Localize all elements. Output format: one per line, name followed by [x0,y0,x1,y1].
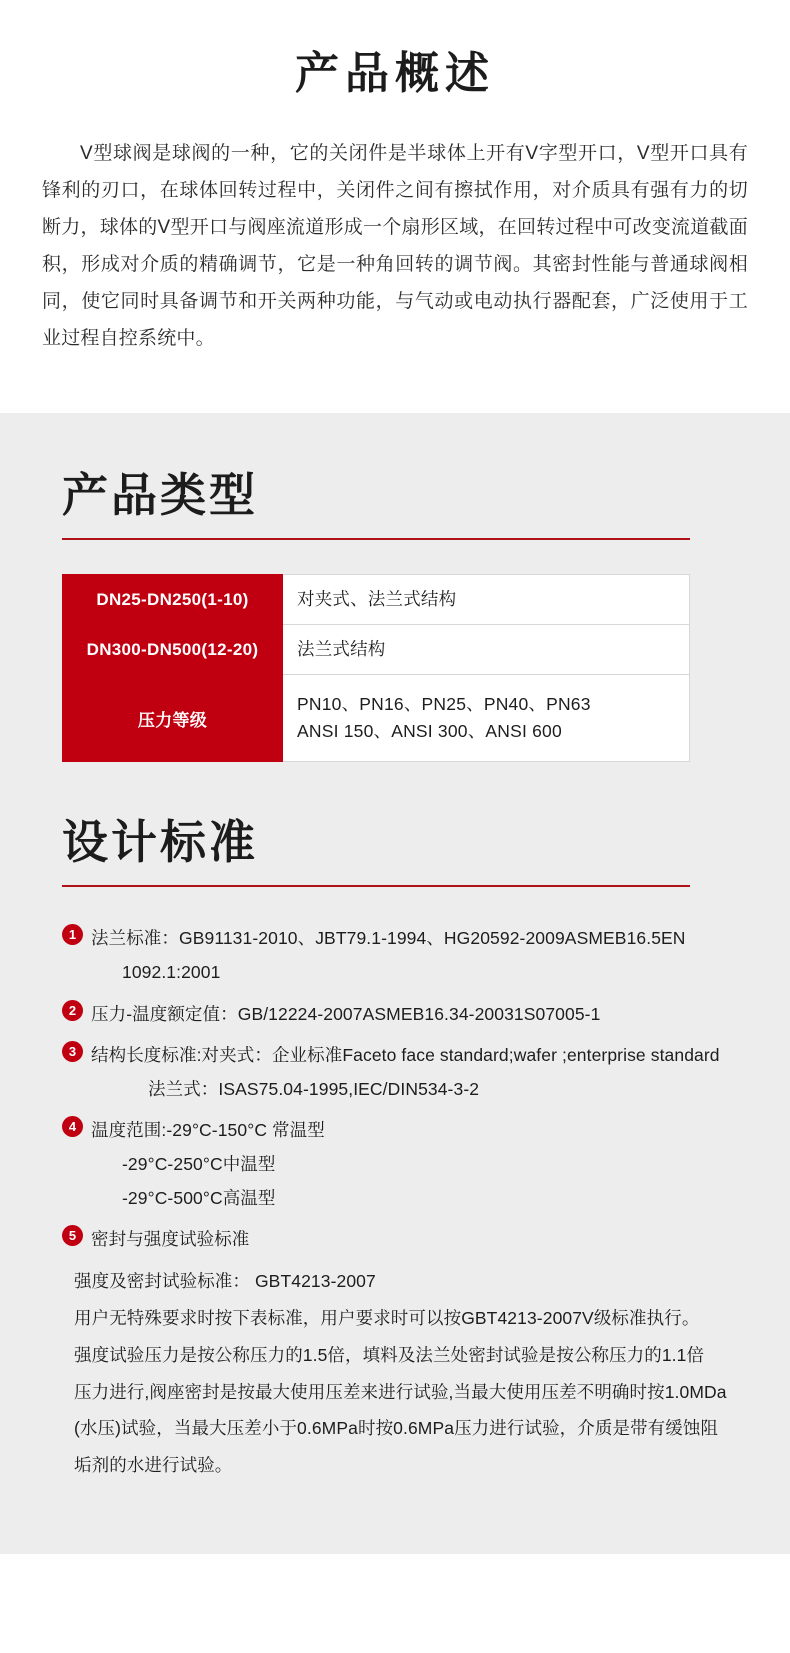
number-badge-icon: 5 [62,1225,83,1246]
paragraph-line: 垢剂的水进行试验。 [74,1455,233,1476]
paragraph-line: 用户无特殊要求时按下表标准，用户要求时可以按GBT4213-2007V级标准执行。 [74,1308,700,1329]
table-cell-key: DN300-DN500(12-20) [63,625,283,675]
overview-section [0,0,790,413]
number-badge-icon: 1 [62,924,83,945]
list-item [62,1113,728,1215]
table-cell-key: 压力等级 [63,675,283,762]
list-item-subline: -29°C-250°C中温型 [122,1154,276,1175]
list-item [62,1038,728,1106]
specs-inner [62,469,728,1484]
table-row [63,625,690,675]
list-item-label: 温度范围:-29°C-150°C 常温型 [91,1119,325,1140]
number-badge-icon: 4 [62,1116,83,1137]
table-row [63,574,690,624]
number-badge-icon: 3 [62,1041,83,1062]
page-title: 产品概述 [295,49,495,98]
paragraph-line: 强度试验压力是按公称压力的1.5倍，填料及法兰处密封试验是按公称压力的1.1倍 [74,1344,705,1365]
list-item-label: 压力-温度额定值：GB/12224-2007ASMEB16.34-20031S07005-1 [91,1003,601,1024]
paragraph-line: (水压)试验，当最大压差小于0.6MPa时按0.6MPa压力进行试验，介质是带有缓蚀阻 [74,1418,719,1439]
design-standard-divider [62,885,690,887]
overview-paragraph: V型球阀是球阀的一种，它的关闭件是半球体上开有V字型开口，V型开口具有锋利的刃口，在球体回转过程中，关闭件之间有擦拭作用，对介质具有强有力的切断力，球体的V型开口与阀座流道形成一个扇形区域，在回转过程中可改变流道截面积，形成对介质的精确调节，它是一种角回转的调节阀。其密封性能与普通球阀相同，使它同时具备调节和开关两种功能，与气动或电动执行器配套，广泛使用于工业过程自控系统中。 [42,142,748,350]
list-item-label: 密封与强度试验标准 [91,1229,250,1250]
product-type-divider [62,538,690,540]
paragraph-line: 压力进行,阀座密封是按最大使用压差来进行试验,当最大使用压差不明确时按1.0MDa [74,1381,727,1402]
list-item-label: 结构长度标准:对夹式：企业标准Faceto face standard;wafer ;enterprise standard [91,1044,720,1065]
design-standard-block [62,816,728,1484]
specs-section [0,413,790,1554]
product-type-table [62,574,690,763]
table-cell-key: DN25-DN250(1-10) [63,574,283,624]
list-item [62,1222,728,1256]
list-item-subline: 法兰式：ISAS75.04-1995,IEC/DIN534-3-2 [148,1078,480,1099]
number-badge-icon: 2 [62,1000,83,1021]
product-type-heading: 产品类型 [62,469,258,522]
list-item-subline-2: -29°C-500°C高温型 [122,1188,276,1209]
table-cell-value [283,675,690,762]
test-standard-paragraphs [74,1263,728,1484]
table-row [63,675,690,762]
pressure-line-1: PN10、PN16、PN25、PN40、PN63 [297,694,591,715]
paragraph-line: 强度及密封试验标准： GBT4213-2007 [74,1271,376,1292]
design-standard-list [62,921,728,1256]
design-standard-heading: 设计标准 [62,816,258,869]
list-item-label: 法兰标准：GB91131-2010、JBT79.1-1994、HG20592-2009ASMEB16.5EN [91,928,686,949]
list-item [62,997,728,1031]
list-item-subline: 1092.1:2001 [122,962,221,983]
table-cell-value: 对夹式、法兰式结构 [283,574,690,624]
pressure-line-2: ANSI 150、ANSI 300、ANSI 600 [297,721,562,742]
table-cell-value: 法兰式结构 [283,625,690,675]
list-item [62,921,728,989]
